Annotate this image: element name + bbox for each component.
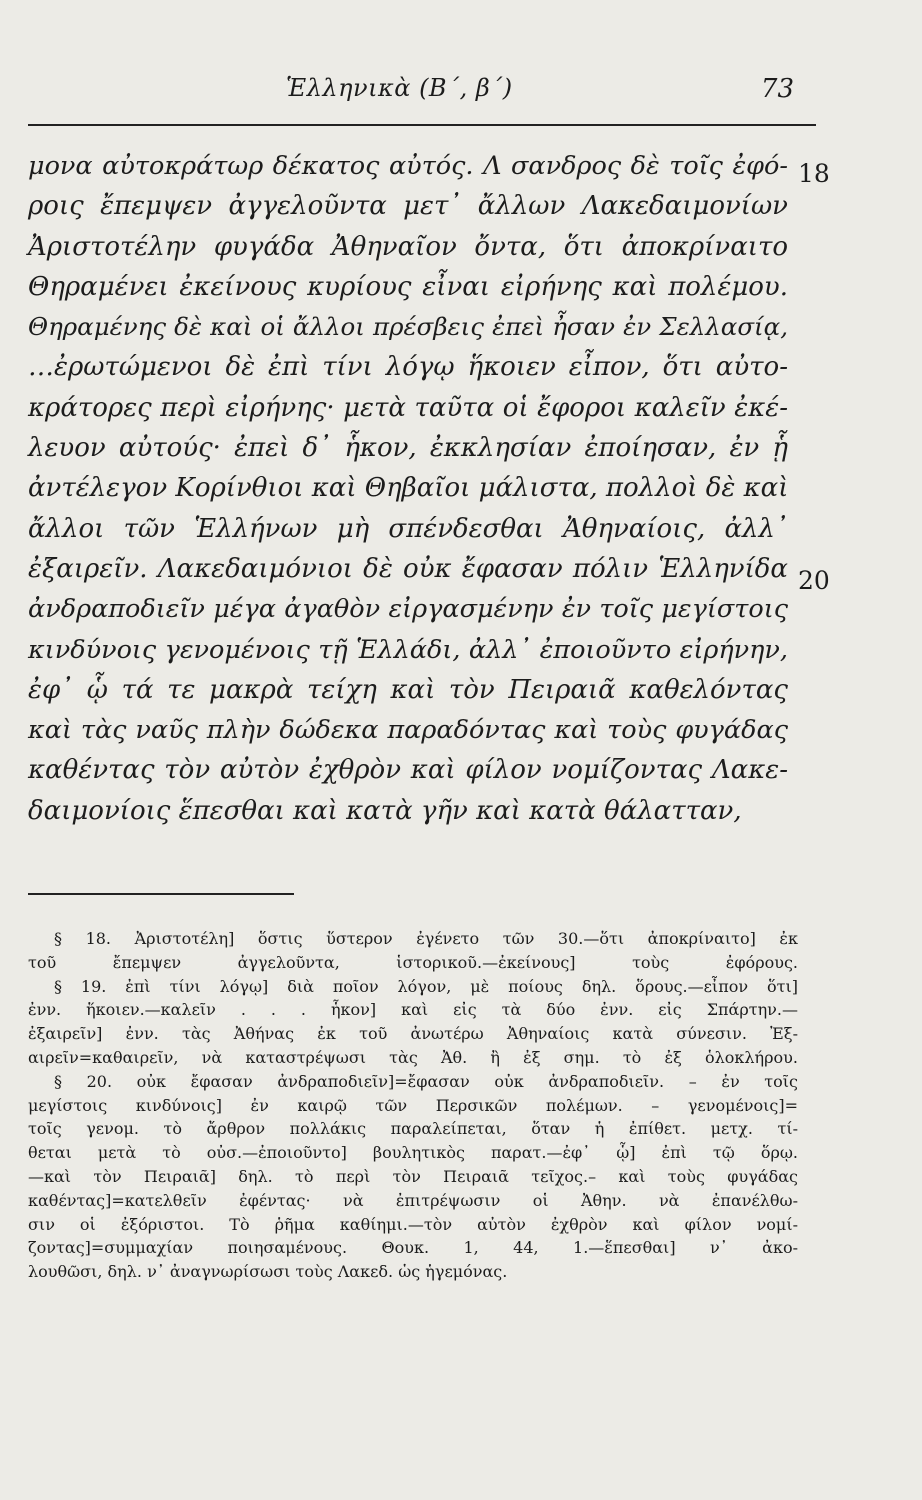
- footnote-line: ἐνν. ἥκοιεν.—καλεῖν . . . ἧκον] καὶ εἰς τὰ δύο ἐνν. εἰς Σπάρτην.—: [28, 1000, 798, 1020]
- footnote-line: θεται μετὰ τὸ οὐσ.—ἐποιοῦντο] βουλητικὸς παρατ.—ἐφ᾽ ᾧ] ἐπὶ τῷ ὅρῳ.: [28, 1143, 798, 1163]
- footnote-line: § 20. οὐκ ἔφασαν ἀνδραποδιεῖν]=ἔφασαν οὐκ ἀνδραποδιεῖν. – ἐν τοῖς: [54, 1071, 798, 1091]
- footnote-line: μεγίστοις κινδύνοις] ἐν καιρῷ τῶν Περσικῶν πολέμων. – γενομένοις]=: [28, 1095, 798, 1115]
- footnote-line: λουθῶσι, δηλ. ν᾽ ἀναγνωρίσωσι τοὺς Λακεδ. ὡς ἡγεμόνας.: [28, 1262, 508, 1282]
- text-line: Ἀριστοτέλην φυγάδα Ἀθηναῖον ὄντα, ὅτι ἀποκρίναιτο: [28, 231, 788, 262]
- text-line: ἄλλοι τῶν Ἑλλήνων μὴ σπένδεσθαι Ἀθηναίοις, ἀλλ᾽: [28, 513, 788, 544]
- footnote-line: σιν οἱ ἐξόριστοι. Τὸ ῥῆμα καθίημι.—τὸν αὐτὸν ἐχθρὸν καὶ φίλον νομί-: [28, 1214, 798, 1234]
- page-header: [28, 74, 814, 114]
- main-text: [28, 146, 788, 831]
- footnote-line: τοῦ ἔπεμψεν ἀγγελοῦντα, ἱστορικοῦ.—ἐκείνους] τοὺς ἐφόρους.: [28, 952, 798, 972]
- text-line: δαιμονίοις ἕπεσθαι καὶ κατὰ γῆν καὶ κατὰ θάλατταν,: [28, 795, 742, 826]
- header-rule: [28, 124, 816, 126]
- text-line: κράτορες περὶ εἰρήνης· μετὰ ταῦτα οἱ ἔφοροι καλεῖν ἐκέ-: [28, 392, 788, 423]
- footnote-line: αιρεῖν=καθαιρεῖν, νὰ καταστρέψωσι τὰς Ἀθ. ἢ ἐξ σημ. τὸ ἐξ ὁλοκλήρου.: [28, 1047, 798, 1067]
- footnote-rule: [28, 893, 294, 895]
- text-line: Θηραμένης δὲ καὶ οἱ ἄλλοι πρέσβεις ἐπεὶ ἦσαν ἐν Σελλασίᾳ,: [28, 312, 788, 342]
- text-line: μονα αὐτοκράτωρ δέκατος αὐτός. Λ σανδρος δὲ τοῖς ἐφό-: [28, 151, 788, 181]
- text-line: ἐξαιρεῖν. Λακεδαιμόνιοι δὲ οὐκ ἔφασαν πόλιν Ἑλληνίδα: [28, 553, 788, 584]
- text-line: ροις ἔπεμψεν ἀγγελοῦντα μετ᾽ ἄλλων Λακεδαιμονίων: [28, 191, 788, 222]
- text-line: καθέντας τὸν αὐτὸν ἐχθρὸν καὶ φίλον νομίζοντας Λακε-: [28, 755, 788, 786]
- text-line: κινδύνοις γενομένοις τῇ Ἑλλάδι, ἀλλ᾽ ἐποιοῦντο εἰρήνην,: [28, 634, 788, 665]
- footnote-line: § 18. Ἀριστοτέλη] ὅστις ὕστερον ἐγένετο τῶν 30.—ὅτι ἀποκρίναιτο] ἐκ: [54, 929, 798, 948]
- footnote-line: καθέντας]=κατελθεῖν ἐφέντας· νὰ ἐπιτρέψωσιν οἱ Ἀθην. νὰ ἐπανέλθω-: [28, 1190, 798, 1210]
- text-line: ἀντέλεγον Κορίνθιοι καὶ Θηβαῖοι μάλιστα, πολλοὶ δὲ καὶ: [28, 473, 789, 504]
- footnote-line: —καὶ τὸν Πειραιᾶ] δηλ. τὸ περὶ τὸν Πειραιᾶ τεῖχος.– καὶ τοὺς φυγάδας: [28, 1166, 798, 1186]
- section-number-18: 18: [798, 159, 830, 188]
- footnote-line: ζοντας]=συμμαχίαν ποιησαμένους. Θουκ. 1, 44, 1.—ἕπεσθαι] ν᾽ ἀκο-: [28, 1238, 798, 1258]
- text-line: ἀνδραποδιεῖν μέγα ἀγαθὸν εἰργασμένην ἐν τοῖς μεγίστοις: [28, 594, 788, 625]
- running-title: Ἑλληνικὰ (Β΄, β΄): [286, 74, 513, 102]
- text-line: λευον αὐτούς· ἐπεὶ δ᾽ ἧκον, ἐκκλησίαν ἐποίησαν, ἐν ᾗ: [28, 433, 788, 464]
- footnote-line: § 19. ἐπὶ τίνι λόγῳ] διὰ ποῖον λόγον, μὲ ποίους δηλ. ὅρους.—εἶπον ὅτι]: [54, 976, 798, 996]
- footnote-line: ἐξαιρεῖν] ἐνν. τὰς Ἀθήνας ἐκ τοῦ ἀνωτέρω Ἀθηναίοις κατὰ σύνεσιν. Ἐξ-: [28, 1024, 798, 1044]
- text-line: Θηραμένει ἐκείνους κυρίους εἶναι εἰρήνης καὶ πολέμου.: [28, 271, 788, 302]
- text-line: ἐφ᾽ ᾧ τά τε μακρὰ τείχη καὶ τὸν Πειραιᾶ καθελόντας: [28, 674, 788, 705]
- text-line: …ἐρωτώμενοι δὲ ἐπὶ τίνι λόγῳ ἥκοιεν εἶπον, ὅτι αὐτο-: [28, 352, 788, 383]
- footnote-line: τοῖς γενομ. τὸ ἄρθρον πολλάκις παραλείπεται, ὅταν ἡ ἐπίθετ. μετχ. τί-: [28, 1119, 798, 1139]
- section-number-20: 20: [798, 566, 830, 595]
- page-number: 73: [760, 74, 794, 104]
- text-line: καὶ τὰς ναῦς πλὴν δώδεκα παραδόντας καὶ τοὺς φυγάδας: [28, 715, 788, 746]
- footnotes: [28, 927, 798, 1284]
